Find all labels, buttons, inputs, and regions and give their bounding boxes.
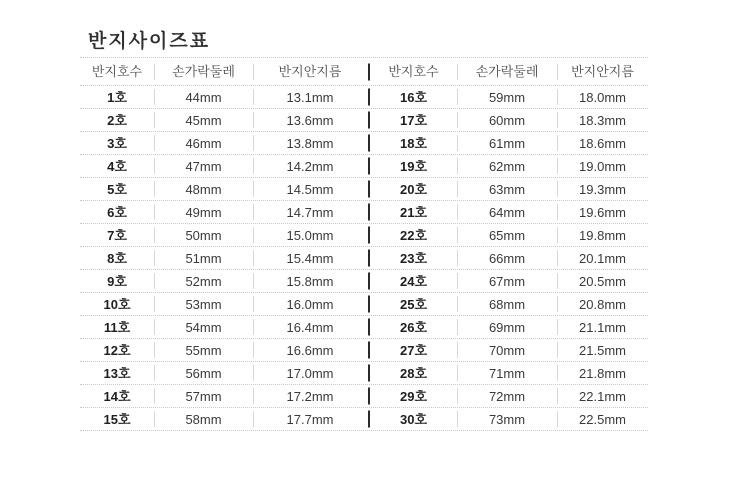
table-header-row [80,57,648,85]
ring-size-cell: 23호 [399,250,428,266]
ring-size-cell: 13호 [103,365,131,381]
diameter-cell: 19.0mm [557,160,648,173]
table-row [80,131,648,154]
ring-size-cell: 30호 [399,411,428,427]
table-row [80,338,648,361]
ring-size-cell: 2호 [107,112,127,128]
header-ring-inner-diameter: 반지안지름 [253,65,367,78]
table-row [80,223,648,246]
ring-size-cell: 22호 [399,227,428,243]
ring-size-cell: 9호 [107,273,127,289]
ring-size-table [80,57,648,431]
diameter-cell: 22.5mm [557,413,648,426]
table-row [80,315,648,338]
circumference-cell: 46mm [154,137,253,150]
ring-size-cell: 4호 [107,158,127,174]
diameter-cell: 20.8mm [557,298,648,311]
diameter-cell: 19.8mm [557,229,648,242]
circumference-cell: 72mm [457,390,557,403]
diameter-cell: 20.1mm [557,252,648,265]
diameter-cell: 13.1mm [253,91,367,104]
diameter-cell: 16.0mm [253,298,367,311]
circumference-cell: 44mm [154,91,253,104]
ring-size-cell: 3호 [107,135,127,151]
ring-size-cell: 29호 [399,388,428,404]
ring-size-cell: 10호 [103,296,131,312]
diameter-cell: 17.0mm [253,367,367,380]
circumference-cell: 50mm [154,229,253,242]
ring-size-cell: 1호 [107,89,127,105]
diameter-cell: 15.0mm [253,229,367,242]
table-row [80,108,648,131]
ring-size-cell: 15호 [103,411,131,427]
diameter-cell: 13.6mm [253,114,367,127]
ring-size-cell: 11호 [103,319,131,335]
table-row [80,200,648,223]
circumference-cell: 64mm [457,206,557,219]
page-title: 반지사이즈표 [88,30,211,52]
ring-size-cell: 16호 [399,89,428,105]
circumference-cell: 54mm [154,321,253,334]
ring-size-cell: 5호 [107,181,127,197]
circumference-cell: 65mm [457,229,557,242]
ring-size-cell: 18호 [399,135,428,151]
circumference-cell: 68mm [457,298,557,311]
ring-size-cell: 25호 [399,296,428,312]
diameter-cell: 22.1mm [557,390,648,403]
header-ring-size: 반지호수 [91,64,143,79]
table-row [80,384,648,407]
diameter-cell: 18.0mm [557,91,648,104]
header-ring-inner-diameter: 반지안지름 [557,65,648,78]
table-row [80,407,648,430]
diameter-cell: 14.7mm [253,206,367,219]
diameter-cell: 19.3mm [557,183,648,196]
circumference-cell: 53mm [154,298,253,311]
table-row [80,154,648,177]
diameter-cell: 18.3mm [557,114,648,127]
circumference-cell: 48mm [154,183,253,196]
ring-size-cell: 24호 [399,273,428,289]
circumference-cell: 56mm [154,367,253,380]
diameter-cell: 16.4mm [253,321,367,334]
header-finger-circumference: 손가락둘레 [457,65,557,78]
table-row [80,246,648,269]
ring-size-cell: 8호 [107,250,127,266]
circumference-cell: 71mm [457,367,557,380]
circumference-cell: 66mm [457,252,557,265]
table-row [80,292,648,315]
circumference-cell: 45mm [154,114,253,127]
header-finger-circumference: 손가락둘레 [154,65,253,78]
ring-size-cell: 17호 [399,112,428,128]
circumference-cell: 58mm [154,413,253,426]
circumference-cell: 47mm [154,160,253,173]
circumference-cell: 67mm [457,275,557,288]
diameter-cell: 14.5mm [253,183,367,196]
ring-size-cell: 28호 [399,365,428,381]
circumference-cell: 62mm [457,160,557,173]
circumference-cell: 52mm [154,275,253,288]
diameter-cell: 21.5mm [557,344,648,357]
diameter-cell: 21.8mm [557,367,648,380]
circumference-cell: 55mm [154,344,253,357]
circumference-cell: 49mm [154,206,253,219]
header-ring-size: 반지호수 [388,64,439,79]
ring-size-cell: 12호 [103,342,131,358]
circumference-cell: 57mm [154,390,253,403]
circumference-cell: 73mm [457,413,557,426]
diameter-cell: 18.6mm [557,137,648,150]
diameter-cell: 16.6mm [253,344,367,357]
circumference-cell: 63mm [457,183,557,196]
ring-size-cell: 19호 [399,158,428,174]
ring-size-cell: 7호 [107,227,127,243]
ring-size-cell: 14호 [103,388,131,404]
diameter-cell: 15.8mm [253,275,367,288]
diameter-cell: 13.8mm [253,137,367,150]
ring-size-cell: 20호 [399,181,428,197]
circumference-cell: 70mm [457,344,557,357]
table-row [80,361,648,384]
diameter-cell: 17.2mm [253,390,367,403]
diameter-cell: 15.4mm [253,252,367,265]
circumference-cell: 61mm [457,137,557,150]
table-row [80,177,648,200]
circumference-cell: 60mm [457,114,557,127]
diameter-cell: 17.7mm [253,413,367,426]
diameter-cell: 19.6mm [557,206,648,219]
ring-size-cell: 21호 [399,204,428,220]
diameter-cell: 20.5mm [557,275,648,288]
diameter-cell: 14.2mm [253,160,367,173]
table-row [80,269,648,292]
diameter-cell: 21.1mm [557,321,648,334]
circumference-cell: 59mm [457,91,557,104]
circumference-cell: 69mm [457,321,557,334]
table-row [80,85,648,108]
table-body [80,85,648,430]
ring-size-cell: 26호 [399,319,428,335]
ring-size-cell: 6호 [107,204,127,220]
circumference-cell: 51mm [154,252,253,265]
ring-size-cell: 27호 [399,342,428,358]
